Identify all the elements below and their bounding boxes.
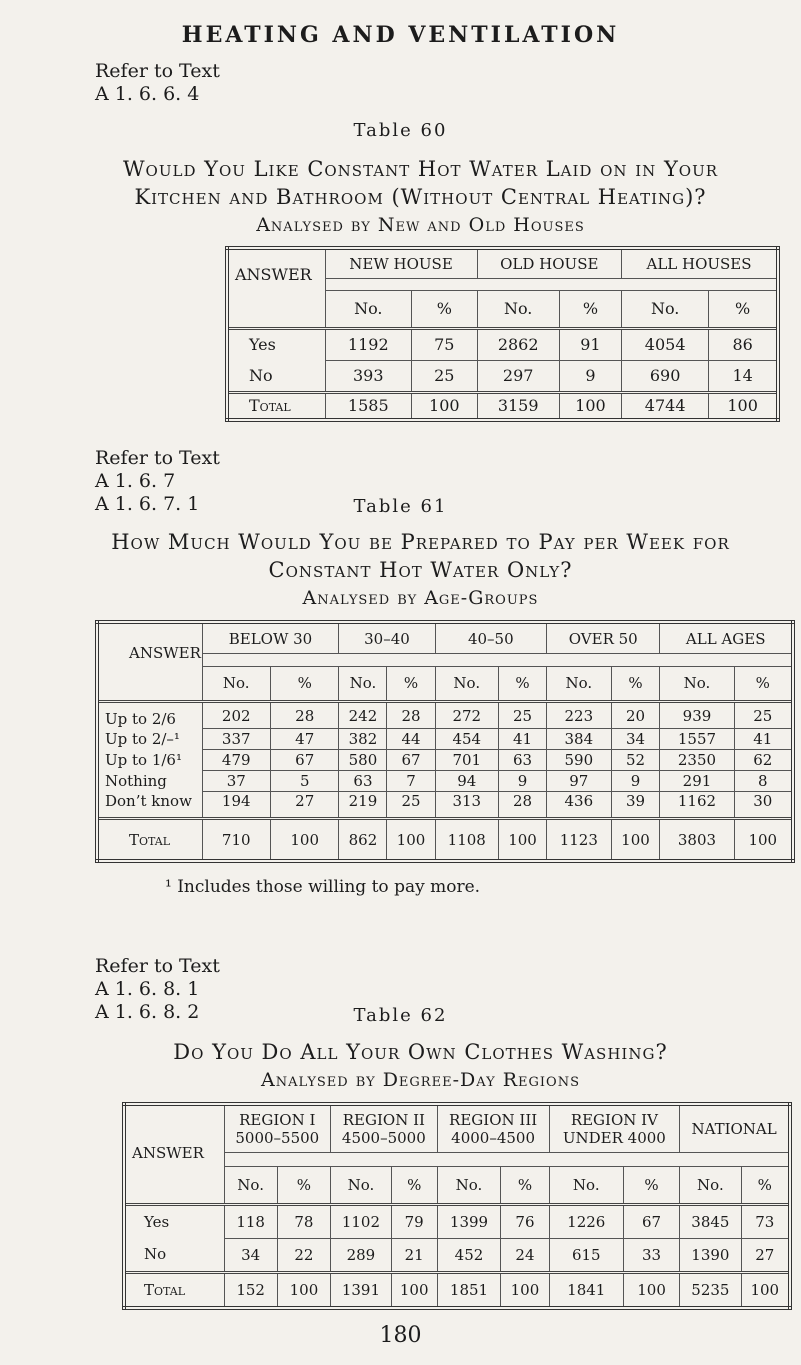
cell: 100 bbox=[559, 392, 621, 420]
cell: 52 bbox=[611, 750, 660, 771]
cell: 63 bbox=[499, 750, 547, 771]
cell: 337 bbox=[202, 729, 270, 750]
cell: 94 bbox=[435, 771, 499, 792]
table-row bbox=[227, 392, 778, 420]
sub-header: No. bbox=[437, 1166, 501, 1204]
table-62 bbox=[122, 1102, 792, 1310]
refer-code: A 1. 6. 8. 1 bbox=[95, 978, 200, 1000]
cell: 100 bbox=[623, 1272, 679, 1308]
cell: 690 bbox=[622, 360, 709, 392]
cell: 20 bbox=[611, 702, 660, 729]
cell: 21 bbox=[391, 1238, 437, 1272]
table-row bbox=[97, 792, 793, 819]
row-label: Nothing bbox=[97, 771, 202, 792]
title-line: Analysed by New and Old Houses bbox=[256, 214, 585, 236]
cell: 291 bbox=[660, 771, 734, 792]
table-60-title bbox=[40, 155, 801, 239]
cell: 8 bbox=[734, 771, 793, 792]
sub-header: No. bbox=[202, 666, 270, 702]
cell: 1841 bbox=[549, 1272, 623, 1308]
group-header: ALL HOUSES bbox=[622, 248, 778, 278]
cell: 297 bbox=[477, 360, 559, 392]
title-line: Constant Hot Water Only? bbox=[268, 558, 573, 582]
cell: 27 bbox=[741, 1238, 790, 1272]
cell: 7 bbox=[387, 771, 435, 792]
table-62-title bbox=[40, 1038, 801, 1094]
cell: 67 bbox=[270, 750, 338, 771]
answer-header: ANSWER bbox=[124, 1104, 224, 1166]
table-row bbox=[124, 1272, 790, 1308]
cell: 33 bbox=[623, 1238, 679, 1272]
cell: 100 bbox=[611, 819, 660, 861]
table-row bbox=[97, 771, 793, 792]
cell: 100 bbox=[734, 819, 793, 861]
cell: 223 bbox=[547, 702, 612, 729]
table-row bbox=[97, 750, 793, 771]
group-header: ALL AGES bbox=[660, 622, 793, 654]
cell: 73 bbox=[741, 1204, 790, 1238]
cell: 590 bbox=[547, 750, 612, 771]
cell: 393 bbox=[325, 360, 412, 392]
cell: 1851 bbox=[437, 1272, 501, 1308]
sub-header: No. bbox=[224, 1166, 277, 1204]
refer-code: A 1. 6. 7 bbox=[95, 470, 176, 492]
refer-code: A 1. 6. 8. 2 bbox=[95, 1001, 200, 1023]
cell: 2350 bbox=[660, 750, 734, 771]
cell: 100 bbox=[709, 392, 778, 420]
refer-label: Refer to Text bbox=[95, 60, 220, 82]
refer-code: A 1. 6. 7. 1 bbox=[95, 493, 200, 515]
cell: 100 bbox=[741, 1272, 790, 1308]
refer-to-text-1 bbox=[95, 60, 220, 106]
cell: 479 bbox=[202, 750, 270, 771]
row-label: Total bbox=[97, 819, 202, 861]
cell: 242 bbox=[339, 702, 387, 729]
row-label: Up to 2/–¹ bbox=[97, 729, 202, 750]
row-label: Up to 1/6¹ bbox=[97, 750, 202, 771]
cell: 382 bbox=[339, 729, 387, 750]
cell: 39 bbox=[611, 792, 660, 819]
row-label: No bbox=[227, 360, 325, 392]
page-header: HEATING AND VENTILATION bbox=[181, 22, 620, 48]
region-range: 4000–4500 bbox=[451, 1128, 536, 1147]
sub-header: No. bbox=[435, 666, 499, 702]
region-name: REGION III bbox=[449, 1110, 538, 1129]
cell: 1391 bbox=[331, 1272, 392, 1308]
cell: 25 bbox=[412, 360, 477, 392]
page-number: 180 bbox=[379, 1323, 422, 1348]
sub-header: % bbox=[559, 290, 621, 328]
sub-header: % bbox=[387, 666, 435, 702]
cell: 5235 bbox=[680, 1272, 741, 1308]
group-header: 40–50 bbox=[435, 622, 547, 654]
cell: 118 bbox=[224, 1204, 277, 1238]
row-label: Total bbox=[124, 1272, 224, 1308]
cell: 67 bbox=[623, 1204, 679, 1238]
cell: 37 bbox=[202, 771, 270, 792]
sub-header: No. bbox=[325, 290, 412, 328]
cell: 4744 bbox=[622, 392, 709, 420]
sub-header: % bbox=[623, 1166, 679, 1204]
cell: 152 bbox=[224, 1272, 277, 1308]
sub-header: No. bbox=[339, 666, 387, 702]
cell: 710 bbox=[202, 819, 270, 861]
sub-header: % bbox=[270, 666, 338, 702]
cell: 1399 bbox=[437, 1204, 501, 1238]
title-line: How Much Would You be Prepared to Pay per Week for bbox=[111, 530, 730, 554]
cell: 436 bbox=[547, 792, 612, 819]
refer-label: Refer to Text bbox=[95, 447, 220, 469]
cell: 5 bbox=[270, 771, 338, 792]
region-name: REGION IV bbox=[570, 1110, 658, 1129]
cell: 14 bbox=[709, 360, 778, 392]
cell: 2862 bbox=[477, 328, 559, 360]
cell: 41 bbox=[499, 729, 547, 750]
cell: 100 bbox=[391, 1272, 437, 1308]
cell: 1102 bbox=[331, 1204, 392, 1238]
cell: 3845 bbox=[680, 1204, 741, 1238]
table-62-caption: Table 62 bbox=[353, 1005, 448, 1026]
cell: 100 bbox=[412, 392, 477, 420]
cell: 9 bbox=[611, 771, 660, 792]
row-label: Yes bbox=[124, 1204, 224, 1238]
sub-header: No. bbox=[331, 1166, 392, 1204]
table-61-footnote: ¹ Includes those willing to pay more. bbox=[165, 877, 481, 897]
table-61 bbox=[95, 620, 795, 863]
sub-header: No. bbox=[477, 290, 559, 328]
answer-header: ANSWER bbox=[97, 622, 202, 666]
cell: 1585 bbox=[325, 392, 412, 420]
sub-header: % bbox=[499, 666, 547, 702]
cell: 100 bbox=[277, 1272, 330, 1308]
sub-header: % bbox=[709, 290, 778, 328]
cell: 3159 bbox=[477, 392, 559, 420]
cell: 219 bbox=[339, 792, 387, 819]
sub-header: % bbox=[734, 666, 793, 702]
row-label: Yes bbox=[227, 328, 325, 360]
table-61-title bbox=[40, 528, 801, 612]
row-label: No bbox=[124, 1238, 224, 1272]
cell: 9 bbox=[499, 771, 547, 792]
cell: 24 bbox=[501, 1238, 549, 1272]
sub-header: % bbox=[611, 666, 660, 702]
cell: 62 bbox=[734, 750, 793, 771]
cell: 313 bbox=[435, 792, 499, 819]
cell: 28 bbox=[387, 702, 435, 729]
title-line: Would You Like Constant Hot Water Laid on in Your bbox=[122, 157, 719, 181]
cell: 939 bbox=[660, 702, 734, 729]
sub-header: No. bbox=[549, 1166, 623, 1204]
cell: 78 bbox=[277, 1204, 330, 1238]
cell: 86 bbox=[709, 328, 778, 360]
cell: 701 bbox=[435, 750, 499, 771]
region-name: REGION I bbox=[239, 1110, 316, 1129]
group-header: OLD HOUSE bbox=[477, 248, 621, 278]
cell: 25 bbox=[734, 702, 793, 729]
group-header bbox=[437, 1104, 549, 1152]
cell: 454 bbox=[435, 729, 499, 750]
region-name: NATIONAL bbox=[691, 1119, 777, 1138]
sub-header: No. bbox=[622, 290, 709, 328]
cell: 41 bbox=[734, 729, 793, 750]
title-line: Do You Do All Your Own Clothes Washing? bbox=[173, 1040, 668, 1064]
table-row bbox=[227, 360, 778, 392]
cell: 202 bbox=[202, 702, 270, 729]
refer-label: Refer to Text bbox=[95, 955, 220, 977]
cell: 22 bbox=[277, 1238, 330, 1272]
cell: 4054 bbox=[622, 328, 709, 360]
cell: 384 bbox=[547, 729, 612, 750]
answer-header: ANSWER bbox=[227, 248, 325, 290]
refer-code: A 1. 6. 6. 4 bbox=[95, 83, 200, 105]
group-header bbox=[680, 1104, 790, 1152]
cell: 289 bbox=[331, 1238, 392, 1272]
cell: 100 bbox=[499, 819, 547, 861]
cell: 615 bbox=[549, 1238, 623, 1272]
table-row bbox=[124, 1204, 790, 1238]
row-label: Up to 2/6 bbox=[97, 702, 202, 729]
cell: 47 bbox=[270, 729, 338, 750]
region-range: 5000–5500 bbox=[235, 1128, 320, 1147]
table-row bbox=[124, 1238, 790, 1272]
cell: 76 bbox=[501, 1204, 549, 1238]
cell: 1390 bbox=[680, 1238, 741, 1272]
cell: 1226 bbox=[549, 1204, 623, 1238]
cell: 272 bbox=[435, 702, 499, 729]
cell: 100 bbox=[270, 819, 338, 861]
group-header: NEW HOUSE bbox=[325, 248, 477, 278]
sub-header: % bbox=[412, 290, 477, 328]
row-label: Don’t know bbox=[97, 792, 202, 819]
cell: 34 bbox=[224, 1238, 277, 1272]
region-name: REGION II bbox=[342, 1110, 425, 1129]
cell: 79 bbox=[391, 1204, 437, 1238]
group-header: BELOW 30 bbox=[202, 622, 339, 654]
group-header bbox=[549, 1104, 680, 1152]
cell: 1192 bbox=[325, 328, 412, 360]
cell: 9 bbox=[559, 360, 621, 392]
cell: 63 bbox=[339, 771, 387, 792]
sub-header: % bbox=[391, 1166, 437, 1204]
cell: 1108 bbox=[435, 819, 499, 861]
cell: 30 bbox=[734, 792, 793, 819]
region-range: UNDER 4000 bbox=[562, 1128, 666, 1147]
title-line: Kitchen and Bathroom (Without Central Heating)? bbox=[134, 185, 707, 209]
cell: 1162 bbox=[660, 792, 734, 819]
cell: 75 bbox=[412, 328, 477, 360]
sub-header: No. bbox=[660, 666, 734, 702]
group-header: OVER 50 bbox=[547, 622, 660, 654]
cell: 67 bbox=[387, 750, 435, 771]
table-61-caption: Table 61 bbox=[353, 496, 448, 517]
title-line: Analysed by Age-Groups bbox=[302, 587, 539, 609]
cell: 25 bbox=[499, 702, 547, 729]
cell: 28 bbox=[499, 792, 547, 819]
cell: 34 bbox=[611, 729, 660, 750]
table-60-caption: Table 60 bbox=[353, 120, 448, 141]
cell: 28 bbox=[270, 702, 338, 729]
cell: 25 bbox=[387, 792, 435, 819]
cell: 100 bbox=[501, 1272, 549, 1308]
cell: 580 bbox=[339, 750, 387, 771]
table-row bbox=[97, 702, 793, 729]
sub-header: No. bbox=[680, 1166, 741, 1204]
row-label: Total bbox=[227, 392, 325, 420]
cell: 452 bbox=[437, 1238, 501, 1272]
cell: 27 bbox=[270, 792, 338, 819]
group-header: 30–40 bbox=[339, 622, 435, 654]
cell: 194 bbox=[202, 792, 270, 819]
table-row bbox=[97, 819, 793, 861]
cell: 44 bbox=[387, 729, 435, 750]
cell: 862 bbox=[339, 819, 387, 861]
cell: 97 bbox=[547, 771, 612, 792]
table-60 bbox=[225, 246, 780, 422]
cell: 3803 bbox=[660, 819, 734, 861]
sub-header: No. bbox=[547, 666, 612, 702]
title-line: Analysed by Degree-Day Regions bbox=[261, 1069, 580, 1091]
sub-header: % bbox=[277, 1166, 330, 1204]
table-row bbox=[227, 328, 778, 360]
cell: 100 bbox=[387, 819, 435, 861]
group-header bbox=[224, 1104, 331, 1152]
table-row bbox=[97, 729, 793, 750]
cell: 91 bbox=[559, 328, 621, 360]
region-range: 4500–5000 bbox=[341, 1128, 426, 1147]
group-header bbox=[331, 1104, 438, 1152]
cell: 1557 bbox=[660, 729, 734, 750]
sub-header: % bbox=[501, 1166, 549, 1204]
cell: 1123 bbox=[547, 819, 612, 861]
sub-header: % bbox=[741, 1166, 790, 1204]
